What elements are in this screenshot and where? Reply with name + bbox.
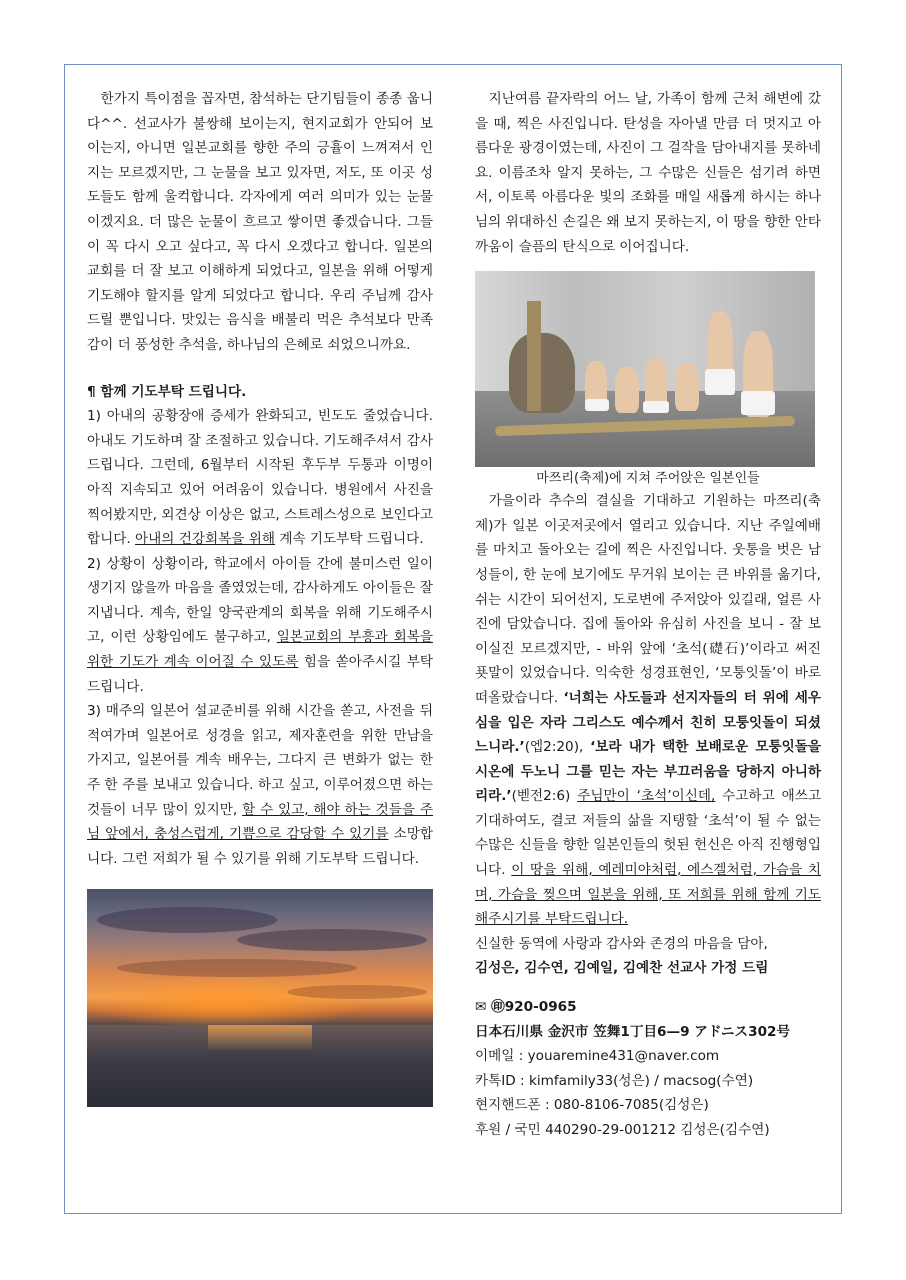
- contact-block: [475, 995, 821, 1143]
- cornerstone-underlined: 주님만이 ‘초석’이신데,: [577, 788, 716, 805]
- intro-paragraph: 한가지 특이점을 꼽자면, 참석하는 단기팀들이 종종 웁니다^^. 선교사가 불쌍해 보이는지, 현지교회가 안되어 보이는지, 아니면 일본교회를 향한 주의 긍휼이 느껴져서 인지는 모르겠지만, 그 눈물을 보고 있자면, 저도, 또 이곳 성도들도 함께 울컥합니다. 각자에게 여러 의미가 있는 눈물이겠지요. 더 많은 눈물이 흐르고 쌓이면 좋겠습니다. 그들이 꼭 다시 오고 싶다고, 꼭 다시 오겠다고 합니다. 일본의 교회를 더 잘 보고 이해하게 되었다고, 일본을 위해 어떻게 기도해야 할지를 알게 되었다고 합니다. 우리 주님께 감사드릴 뿐입니다. 맛있는 음식을 배불리 먹은 추석보다 만족감이 더 풍성한 추석을, 하나님의 은혜로 쇠었으니까요.: [87, 91, 433, 353]
- bank-account-line: 후원 / 국민 440290-29-001212 김성은(김수연): [475, 1122, 770, 1138]
- festival-photo: [475, 271, 815, 467]
- prayer-item-3-text: 3) 매주의 일본어 설교준비를 위해 시간을 쏟고, 사전을 뒤적여가며 일본어로 성경을 읽고, 제자훈련을 위한 만남을 가지고, 일본어를 계속 배우는, 그다지 큰 변화가 없는 한 주 한 주를 보내고 있습니다. 하고 싶고, 이루어졌으면 하는 것들이 너무 많이 있지만,: [87, 703, 433, 818]
- kakao-id-line: 카톡ID : kimfamily33(성은) / macsog(수연): [475, 1072, 754, 1089]
- festival-text-cont: 수고하고 애쓰고 기대하여도, 결코 저들의 삶을 지탱할 ‘초석’이 될 수 없는 수많은 신들을 향한 일본인들의 헛된 헌신은 아직 진행형입니다.: [475, 788, 821, 879]
- prayer-heading: ¶ 함께 기도부탁 드립니다.: [87, 383, 247, 400]
- verse-ref-2: (벧전2:6): [511, 788, 578, 805]
- prayer-item-1-end: 계속 기도부탁 드립니다.: [275, 531, 424, 548]
- beach-paragraph: 지난여름 끝자락의 어느 날, 가족이 함께 근처 해변에 갔을 때, 찍은 사진입니다. 탄성을 자아낼 만큼 더 멋지고 아름다운 광경이였는데, 사진이 그 걸작을 담아내지를 못하네요. 이름조차 알지 못하는, 그 수많은 신들은 섬기려 하면서, 이토록 아름다운 빛의 조화를 매일 새롭게 하시는 하나님의 위대하신 손길은 왜 보지 못하는지, 이 땅을 향한 안타까움이 슬픔의 탄식으로 이어집니다.: [475, 91, 821, 255]
- prayer-item-2: [87, 552, 433, 700]
- verse-peter: ‘보라 내가 택한 보배로운 모퉁잇돌을 시온에 두노니 그를 믿는 자는 부끄러움을 당하지 아니하리라.’: [475, 739, 821, 805]
- prayer-item-1-underlined: 아내의 건강회복을 위해: [135, 531, 276, 548]
- postal-code: ✉ ㊞920-0965: [475, 999, 577, 1016]
- festival-paragraph: [475, 489, 821, 932]
- verse-ephesians: ‘너희는 사도들과 선지자들의 터 위에 세우심을 입은 자라 그리스도 예수께서 친히 모퉁잇돌이 되셨느니라.’: [475, 689, 821, 756]
- newsletter-page: [64, 64, 842, 1214]
- verse-ref-1: (엡2:20),: [524, 739, 591, 756]
- prayer-item-2-text: 2) 상황이 상황이라, 학교에서 아이들 간에 불미스런 일이 생기지 않을까 마음을 졸였었는데, 감사하게도 아이들은 잘 지냅니다. 계속, 한일 양국관계의 회복을 위해 기도해주시고, 이런 상황임에도 불구하고,: [87, 555, 433, 646]
- prayer-item-1: [87, 404, 433, 552]
- prayer-request-underlined: 이 땅을 위해, 예레미야처럼, 에스겔처럼, 가슴을 치며, 가슴을 찢으며 일본을 위해, 또 저희를 위해 함께 기도해주시기를 부탁드립니다.: [475, 862, 821, 928]
- prayer-item-3: [87, 699, 433, 871]
- prayer-item-3-underlined: 할 수 있고, 해야 하는 것들을 주님 앞에서, 충성스럽게, 기쁨으로 감당할 수 있기를: [87, 801, 434, 843]
- prayer-item-1-text: 1) 아내의 공황장애 증세가 완화되고, 빈도도 줄었습니다. 아내도 기도하며 잘 조절하고 있습니다. 기도해주셔서 감사드립니다. 그런데, 6월부터 시작된 후두부 두통과 이명이 아직 지속되고 있어 어려움이 있습니다. 병원에서 사진을 찍어봤지만, 외견상 이상은 없고, 스트레스성으로 보인다고 합니다.: [87, 408, 433, 548]
- email-line: 이메일 : youaremine431@naver.com: [475, 1048, 720, 1065]
- festival-photo-caption: 마쯔리(축제)에 지쳐 주어앉은 일본인들: [536, 471, 760, 487]
- phone-line: 현지핸드폰 : 080-8106-7085(김성은): [475, 1097, 709, 1114]
- signature: 김성은, 김수연, 김예일, 김예찬 선교사 가정 드림: [475, 960, 769, 977]
- prayer-item-3-end: 소망합니다. 그런 저희가 될 수 있기를 위해 기도부탁 드립니다.: [87, 826, 434, 867]
- mailing-address: 日本石川県 金沢市 笠舞1丁目6—9 アドニス302号: [475, 1023, 791, 1040]
- left-column: [87, 87, 433, 1107]
- prayer-item-2-underlined: 일본교회의 부흥과 회복을 위한 기도가 계속 이어질 수 있도록: [87, 629, 433, 671]
- sunset-beach-photo: [87, 889, 433, 1107]
- closing-line: 신실한 동역에 사랑과 감사와 존경의 마음을 담아,: [475, 935, 768, 952]
- prayer-item-2-end: 힘을 쏟아주시길 부탁드립니다.: [87, 654, 433, 695]
- right-column: [475, 87, 821, 1143]
- festival-text: 가을이라 추수의 결실을 기대하고 기원하는 마쯔리(축제)가 일본 이곳저곳에서 열리고 있습니다. 지난 주일예배를 마치고 돌아오는 길에 찍은 사진입니다. 웃통을 벗은 남성들이, 한 눈에 보기에도 무거워 보이는 큰 바위를 옮기다, 쉬는 시간이 되어선지, 도로변에 주저앉아 있길래, 얼른 사진에 담았습니다. 집에 돌아와 유심히 사진을 보니 - 잘 보이실진 모르겠지만, - 바위 앞에 ‘초석(礎石)’이라고 써진 푯말이 있었습니다. 익숙한 성경표현인, ‘모퉁잇돌’이 바로 떠올랐습니다.: [475, 493, 821, 706]
